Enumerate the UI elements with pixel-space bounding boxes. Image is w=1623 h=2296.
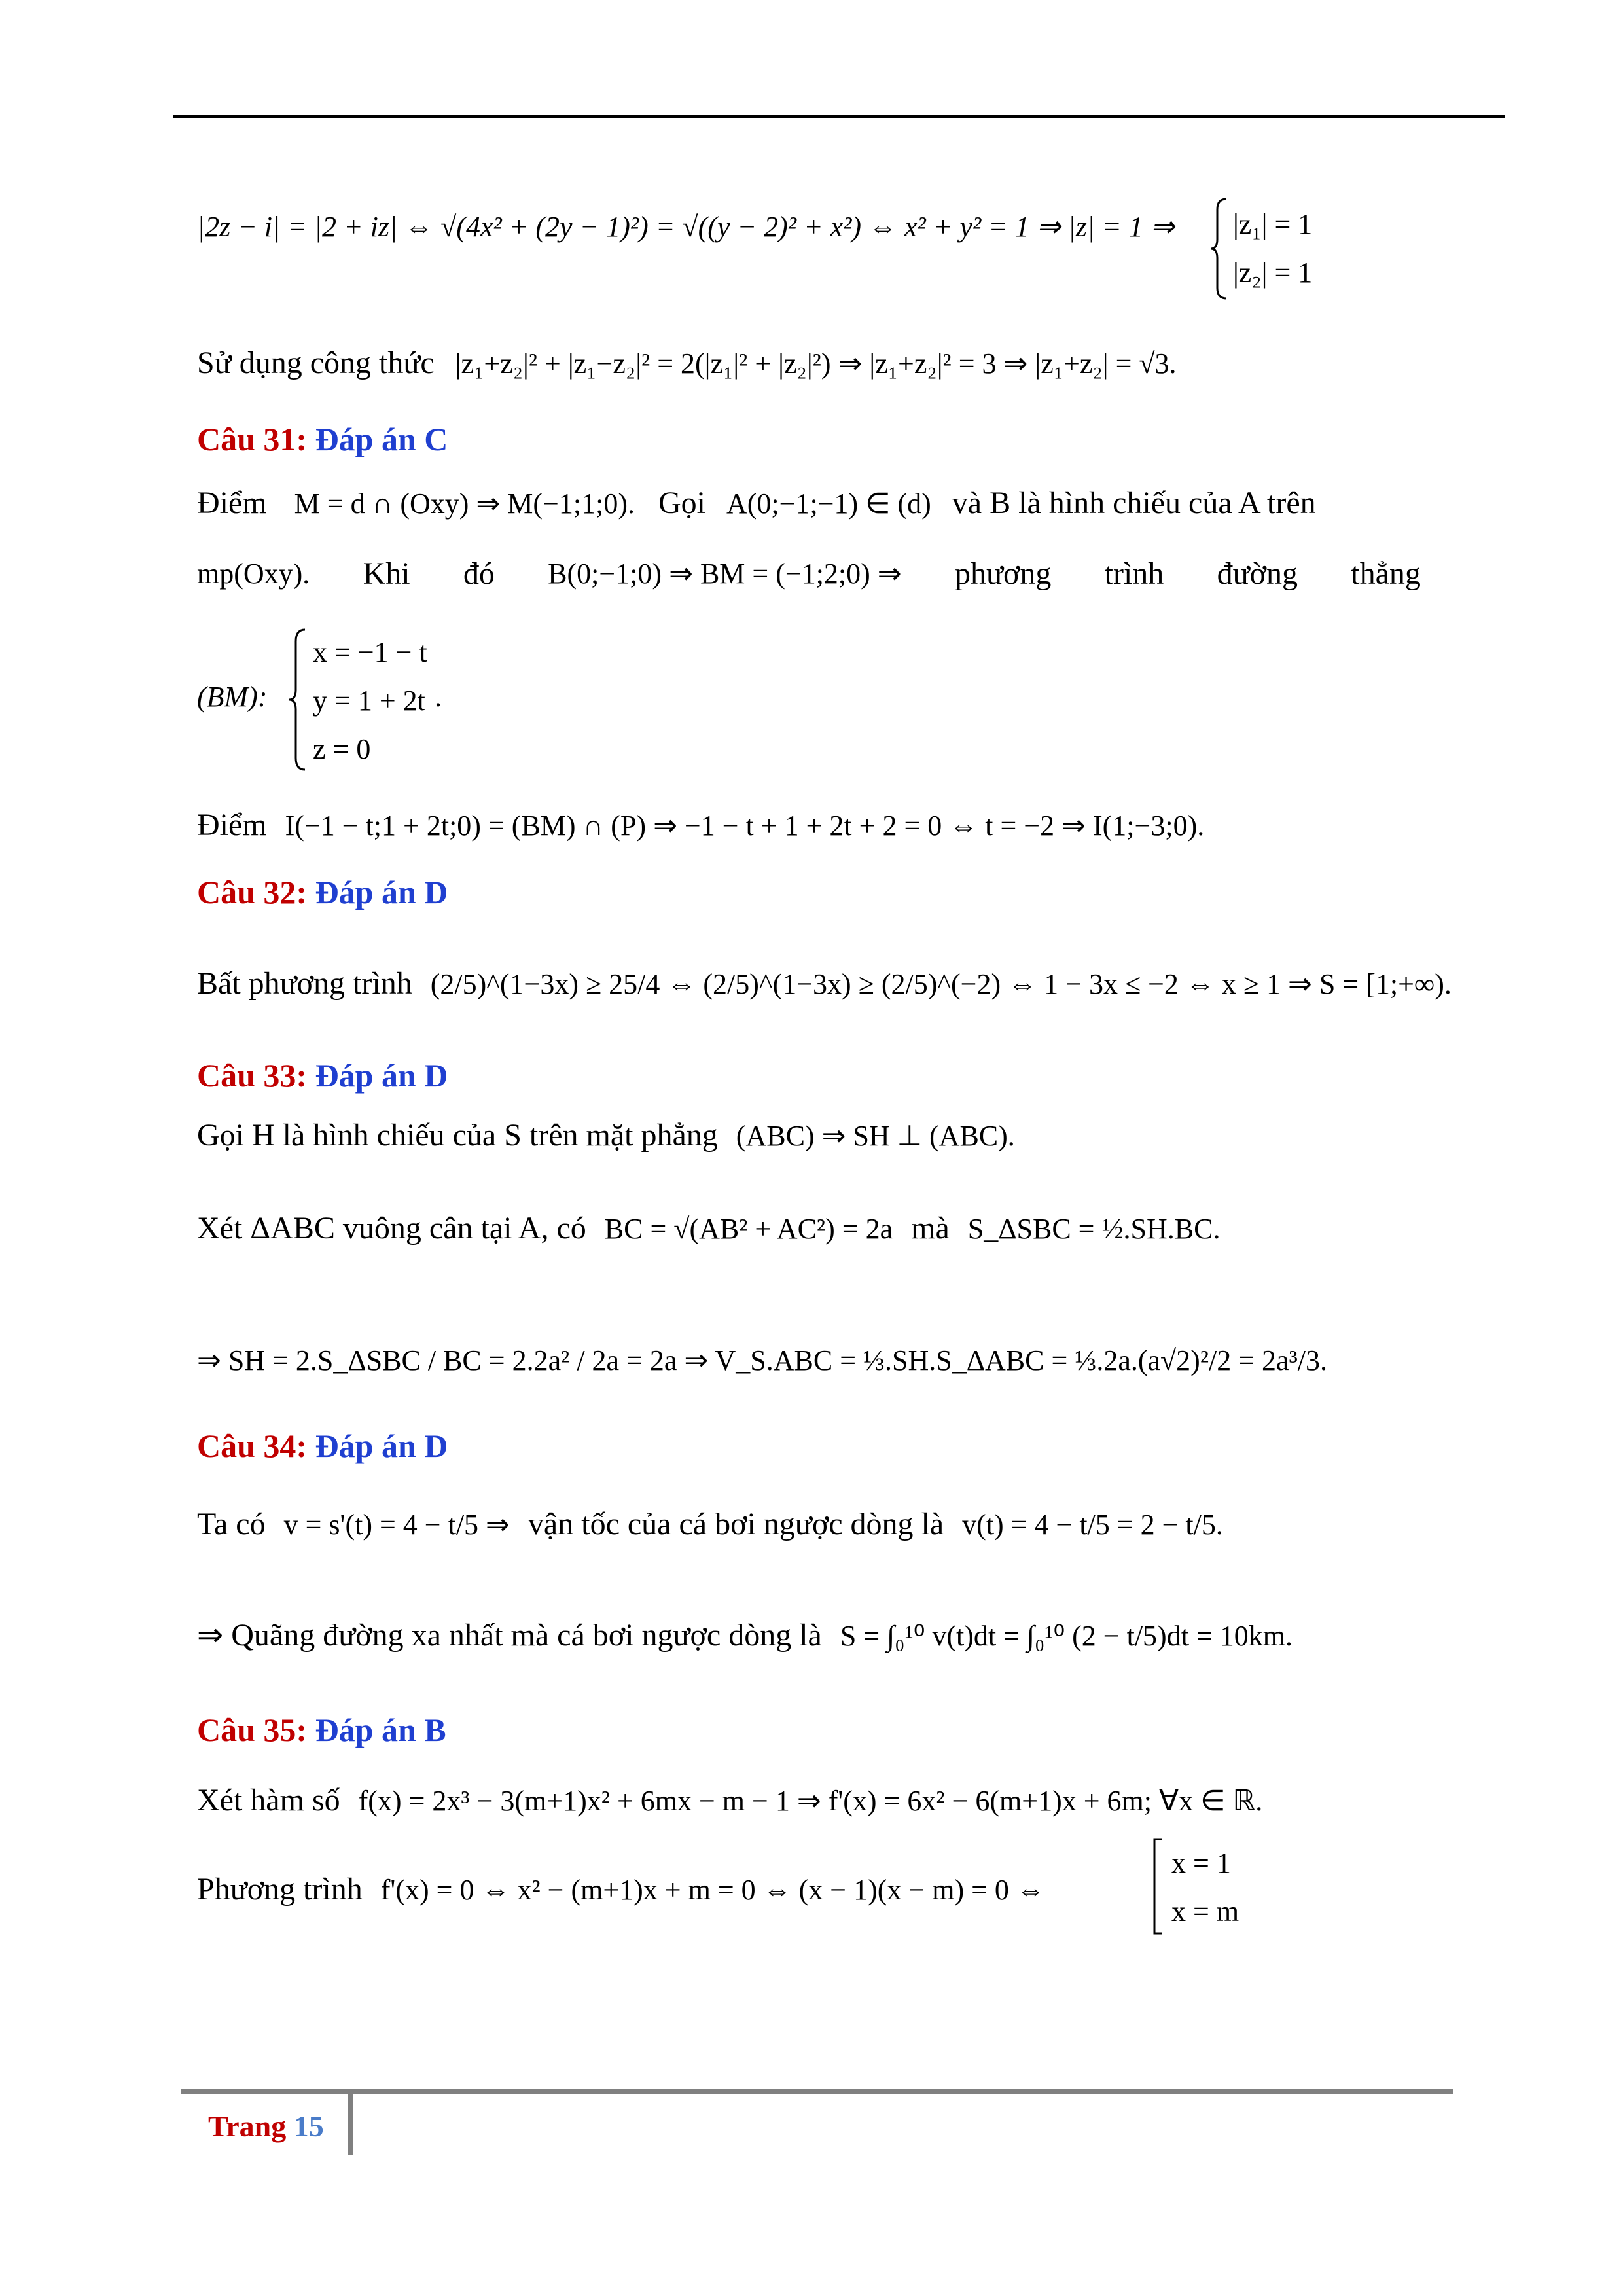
q35-line-1: Xét hàm số f(x) = 2x³ − 3(m+1)x² + 6mx − m − 1 ⇒ f'(x) = 6x² − 6(m+1)x + 6m; ∀x ∈ ℝ. <box>197 1783 1263 1818</box>
system-brace <box>1209 196 1229 301</box>
q31-system-brace <box>288 627 308 772</box>
q34-line-2: ⇒ Quãng đường xa nhất mà cá bơi ngược dòng là S = ∫₀¹⁰ v(t)dt = ∫₀¹⁰ (2 − t/5)dt = 10km. <box>197 1618 1293 1653</box>
q31-system-x: x = −1 − t <box>313 636 427 668</box>
system-line-2: |z₂| = 1 <box>1233 257 1313 289</box>
q31-line-2: mp(Oxy). Khi đó B(0;−1;0) ⇒ BM = (−1;2;0) ⇒ phương trình đường thẳng <box>197 556 1421 591</box>
q31-system <box>313 628 427 774</box>
formula-line: Sử dụng công thức |z₁+z₂|² + |z₁−z₂|² = 2(|z₁|² + |z₂|²) ⇒ |z₁+z₂|² = 3 ⇒ |z₁+z₂| = √3. <box>197 346 1177 380</box>
question-31-heading: Câu 31: Đáp án C <box>197 421 448 457</box>
q31-bm-label: (BM): <box>197 681 268 713</box>
q31-line-4: Điểm I(−1 − t;1 + 2t;0) = (BM) ∩ (P) ⇒ −1 − t + 1 + 2t + 2 = 0 ⇔ t = −2 ⇒ I(1;−3;0). <box>197 808 1205 842</box>
q33-line-2: Xét ΔABC vuông cân tại A, có BC = √(AB² + AC²) = 2a mà S_ΔSBC = ½.SH.BC. <box>197 1211 1221 1246</box>
q32-line-1: Bất phương trình (2/5)^(1−3x) ≥ 25/4 ⇔ (2/5)^(1−3x) ≥ (2/5)^(−2) ⇔ 1 − 3x ≤ −2 ⇔ x ≥ 1 ⇒ S = [1;+∞). <box>197 966 1452 1001</box>
footer-rule <box>181 2089 1453 2094</box>
question-32-heading: Câu 32: Đáp án D <box>197 874 448 910</box>
q35-option-1: x = 1 <box>1171 1847 1231 1879</box>
q35-options <box>1171 1839 1239 1936</box>
question-35-heading: Câu 35: Đáp án B <box>197 1712 446 1748</box>
q31-system-end: . <box>435 681 442 713</box>
q31-system-y: y = 1 + 2t <box>313 685 425 717</box>
q35-bracket <box>1150 1837 1165 1936</box>
system-line-1: |z₁| = 1 <box>1233 208 1313 240</box>
q35-option-2: x = m <box>1171 1895 1240 1928</box>
q33-line-1: Gọi H là hình chiếu của S trên mặt phẳng (ABC) ⇒ SH ⊥ (ABC). <box>197 1118 1015 1153</box>
page-number: Trang 15 <box>208 2109 324 2143</box>
q34-line-1: Ta có v = s'(t) = 4 − t/5 ⇒ vận tốc của cá bơi ngược dòng là v(t) = 4 − t/5 = 2 − t/5. <box>197 1507 1223 1541</box>
system-lines <box>1233 200 1312 297</box>
q31-line-1: Điểm M = d ∩ (Oxy) ⇒ M(−1;1;0). Gọi A(0;−1;−1) ∈ (d) và B là hình chiếu của A trên <box>197 486 1316 520</box>
footer-divider <box>348 2092 353 2155</box>
header-rule <box>173 115 1505 118</box>
equation-modulus: |2z − i| = |2 + iz| ⇔ √(4x² + (2y − 1)²) = √((y − 2)² + x²) ⇔ x² + y² = 1 ⇒ |z| = 1 ⇒ <box>197 211 1175 243</box>
question-34-heading: Câu 34: Đáp án D <box>197 1427 448 1464</box>
question-33-heading: Câu 33: Đáp án D <box>197 1057 448 1094</box>
q33-line-3: ⇒ SH = 2.S_ΔSBC / BC = 2.2a² / 2a = 2a ⇒ V_S.ABC = ⅓.SH.S_ΔABC = ⅓.2a.(a√2)²/2 = 2a³/3. <box>197 1344 1327 1376</box>
q35-line-2: Phương trình f'(x) = 0 ⇔ x² − (m+1)x + m = 0 ⇔ (x − 1)(x − m) = 0 ⇔ <box>197 1872 1045 1907</box>
q31-system-z: z = 0 <box>313 733 371 765</box>
